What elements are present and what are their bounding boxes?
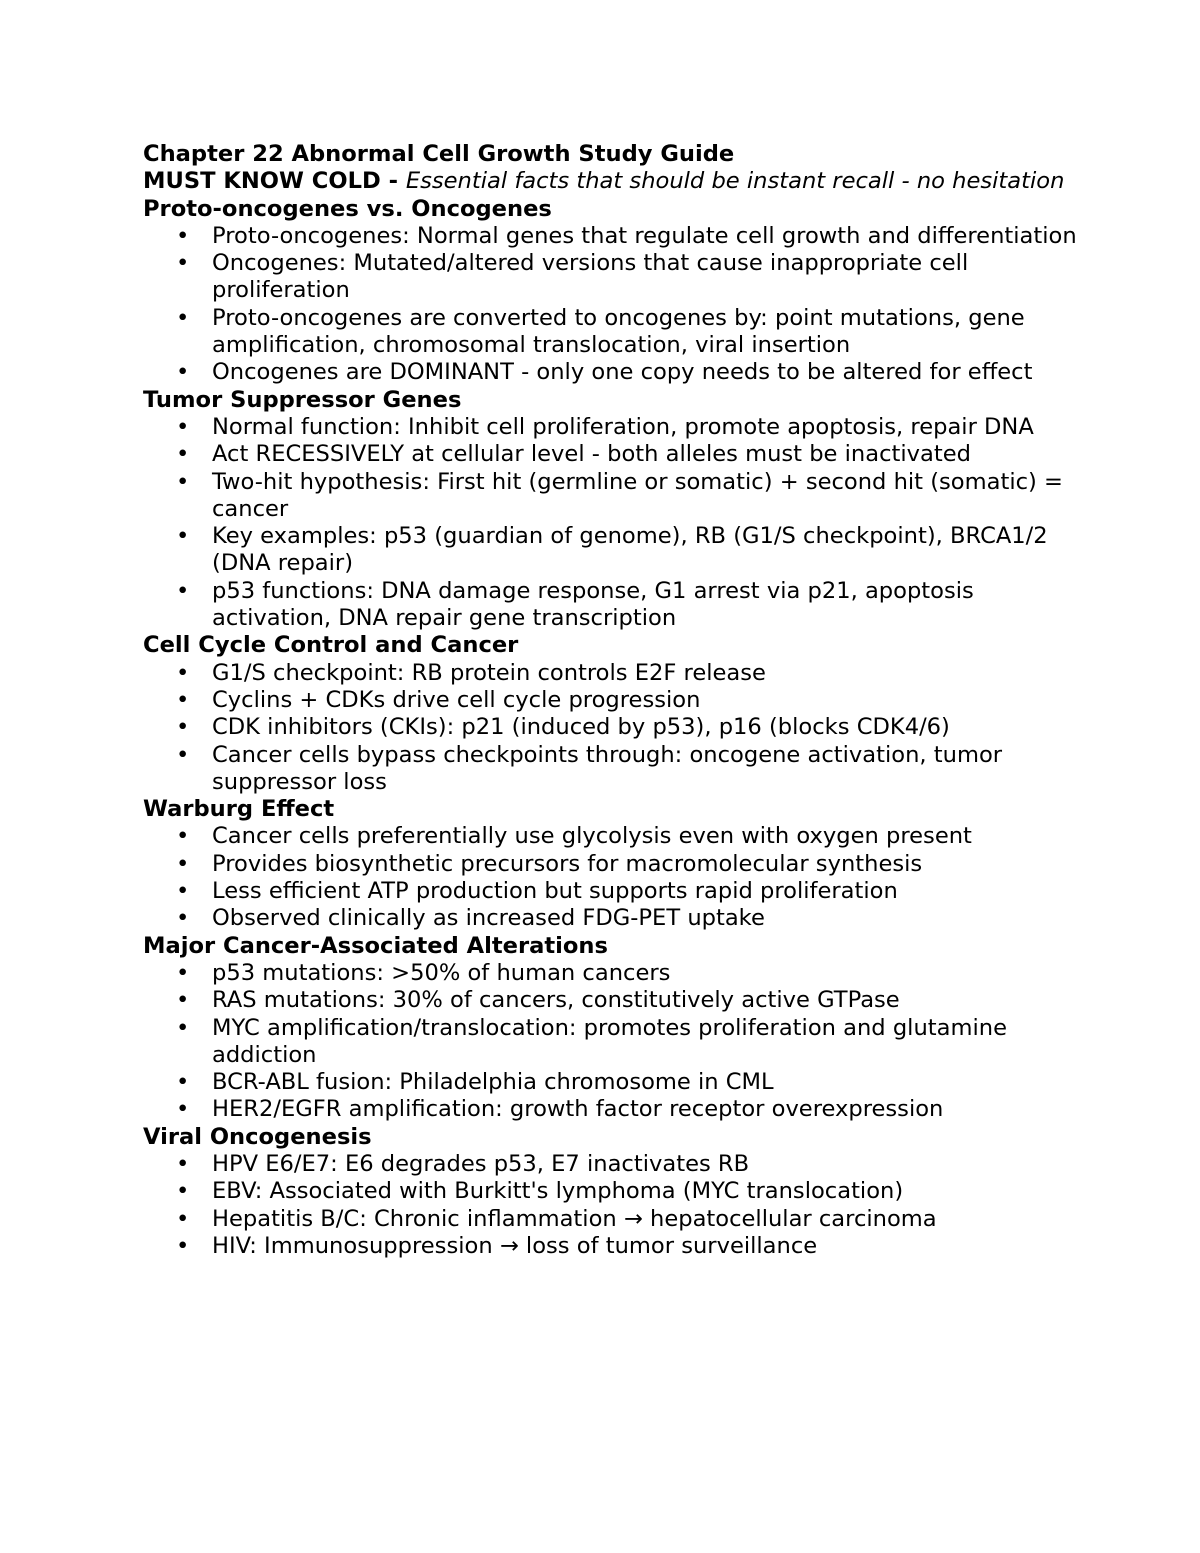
document-title: Chapter 22 Abnormal Cell Growth Study Guide xyxy=(143,141,735,167)
list-item xyxy=(143,1096,1080,1123)
bullet-icon: • xyxy=(176,1205,190,1232)
study-section xyxy=(143,632,1080,796)
bullet-list xyxy=(143,223,1080,387)
bullet-icon: • xyxy=(176,441,190,468)
bullet-text: Two-hit hypothesis: First hit (germline or somatic) + second hit (somatic) = cancer xyxy=(212,468,1063,522)
bullet-list xyxy=(143,660,1080,796)
list-item xyxy=(143,305,1080,360)
list-item xyxy=(143,1069,1080,1096)
bullet-text: HPV E6/E7: E6 degrades p53, E7 inactivates RB xyxy=(212,1150,750,1177)
bullet-icon: • xyxy=(176,878,190,905)
bullet-icon: • xyxy=(176,1232,190,1259)
bullet-icon: • xyxy=(176,1014,190,1041)
list-item xyxy=(143,1233,1080,1260)
sections-container xyxy=(143,196,1080,1261)
bullet-text: Hepatitis B/C: Chronic inflammation → hepatocellular carcinoma xyxy=(212,1205,937,1232)
section-heading: Cell Cycle Control and Cancer xyxy=(143,632,519,659)
list-item xyxy=(143,742,1080,797)
bullet-text: p53 functions: DNA damage response, G1 arrest via p21, apoptosis activation, DNA repair gene transcription xyxy=(212,577,974,632)
bullet-icon: • xyxy=(176,1150,190,1177)
list-item xyxy=(143,960,1080,987)
bullet-icon: • xyxy=(176,1069,190,1096)
list-item xyxy=(143,878,1080,905)
bullet-icon: • xyxy=(176,686,190,713)
bullet-icon: • xyxy=(176,905,190,932)
bullet-text: BCR-ABL fusion: Philadelphia chromosome in CML xyxy=(212,1069,774,1096)
bullet-icon: • xyxy=(176,741,190,768)
study-section xyxy=(143,933,1080,1124)
bullet-icon: • xyxy=(176,304,190,331)
bullet-text: Provides biosynthetic precursors for macromolecular synthesis xyxy=(212,850,923,877)
bullet-text: Oncogenes: Mutated/altered versions that cause inappropriate cell proliferation xyxy=(212,250,969,304)
bullet-text: Proto-oncogenes are converted to oncogenes by: point mutations, gene amplification, chromosomal translocation, viral insertion xyxy=(212,304,1025,359)
bullet-text: Observed clinically as increased FDG-PET uptake xyxy=(212,905,765,932)
bullet-icon: • xyxy=(176,714,190,741)
study-section xyxy=(143,196,1080,387)
list-item xyxy=(143,851,1080,878)
bullet-text: EBV: Associated with Burkitt's lymphoma (MYC translocation) xyxy=(212,1178,904,1205)
list-item xyxy=(143,823,1080,850)
list-item xyxy=(143,250,1080,305)
bullet-icon: • xyxy=(176,959,190,986)
list-item xyxy=(143,905,1080,932)
bullet-icon: • xyxy=(176,222,190,249)
bullet-text: p53 mutations: >50% of human cancers xyxy=(212,959,671,986)
section-heading: Warburg Effect xyxy=(143,796,335,823)
bullet-text: Act RECESSIVELY at cellular level - both alleles must be inactivated xyxy=(212,441,971,468)
bullet-icon: • xyxy=(176,250,190,277)
bullet-icon: • xyxy=(176,523,190,550)
bullet-icon: • xyxy=(176,359,190,386)
bullet-text: HER2/EGFR amplification: growth factor receptor overexpression xyxy=(212,1096,944,1123)
bullet-icon: • xyxy=(176,659,190,686)
list-item xyxy=(143,359,1080,386)
list-item xyxy=(143,1015,1080,1070)
bullet-list xyxy=(143,960,1080,1124)
bullet-text: HIV: Immunosuppression → loss of tumor surveillance xyxy=(212,1232,818,1259)
bullet-icon: • xyxy=(176,577,190,604)
bullet-text: MYC amplification/translocation: promotes proliferation and glutamine addiction xyxy=(212,1014,1007,1068)
study-section xyxy=(143,1124,1080,1260)
section-heading: Tumor Suppressor Genes xyxy=(143,386,462,413)
list-item xyxy=(143,660,1080,687)
bullet-icon: • xyxy=(176,823,190,850)
list-item xyxy=(143,469,1080,524)
bullet-text: Cyclins + CDKs drive cell cycle progression xyxy=(212,686,701,713)
bullet-text: G1/S checkpoint: RB protein controls E2F release xyxy=(212,659,766,686)
list-item xyxy=(143,714,1080,741)
bullet-icon: • xyxy=(176,850,190,877)
bullet-icon: • xyxy=(176,413,190,440)
list-item xyxy=(143,414,1080,441)
bullet-text: Normal function: Inhibit cell proliferation, promote apoptosis, repair DNA xyxy=(212,413,1034,440)
list-item xyxy=(143,523,1080,578)
bullet-icon: • xyxy=(176,1096,190,1123)
bullet-list xyxy=(143,414,1080,632)
bullet-list xyxy=(143,1151,1080,1260)
bullet-text: Proto-oncogenes: Normal genes that regulate cell growth and differentiation xyxy=(212,222,1077,249)
list-item xyxy=(143,223,1080,250)
list-item xyxy=(143,441,1080,468)
study-section xyxy=(143,796,1080,932)
list-item xyxy=(143,578,1080,633)
bullet-icon: • xyxy=(176,987,190,1014)
bullet-icon: • xyxy=(176,1178,190,1205)
section-heading: Proto-oncogenes vs. Oncogenes xyxy=(143,195,552,222)
section-heading: Viral Oncogenesis xyxy=(143,1123,372,1150)
bullet-list xyxy=(143,823,1080,932)
bullet-text: Less efficient ATP production but supports rapid proliferation xyxy=(212,878,898,905)
study-section xyxy=(143,387,1080,633)
subtitle-description: Essential facts that should be instant recall - no hesitation xyxy=(405,168,1065,195)
subtitle-emphasis: MUST KNOW COLD - xyxy=(143,168,406,195)
bullet-text: Cancer cells bypass checkpoints through: oncogene activation, tumor suppressor loss xyxy=(212,741,1003,795)
list-item xyxy=(143,987,1080,1014)
list-item xyxy=(143,1206,1080,1233)
list-item xyxy=(143,687,1080,714)
section-heading: Major Cancer-Associated Alterations xyxy=(143,932,608,959)
bullet-text: Cancer cells preferentially use glycolysis even with oxygen present xyxy=(212,823,972,850)
bullet-text: CDK inhibitors (CKIs): p21 (induced by p53), p16 (blocks CDK4/6) xyxy=(212,714,950,741)
bullet-text: Key examples: p53 (guardian of genome), RB (G1/S checkpoint), BRCA1/2 (DNA repair) xyxy=(212,523,1048,577)
bullet-text: Oncogenes are DOMINANT - only one copy needs to be altered for effect xyxy=(212,359,1033,386)
list-item xyxy=(143,1178,1080,1205)
list-item xyxy=(143,1151,1080,1178)
bullet-text: RAS mutations: 30% of cancers, constitutively active GTPase xyxy=(212,987,900,1014)
bullet-icon: • xyxy=(176,468,190,495)
document-subtitle xyxy=(143,168,1080,195)
